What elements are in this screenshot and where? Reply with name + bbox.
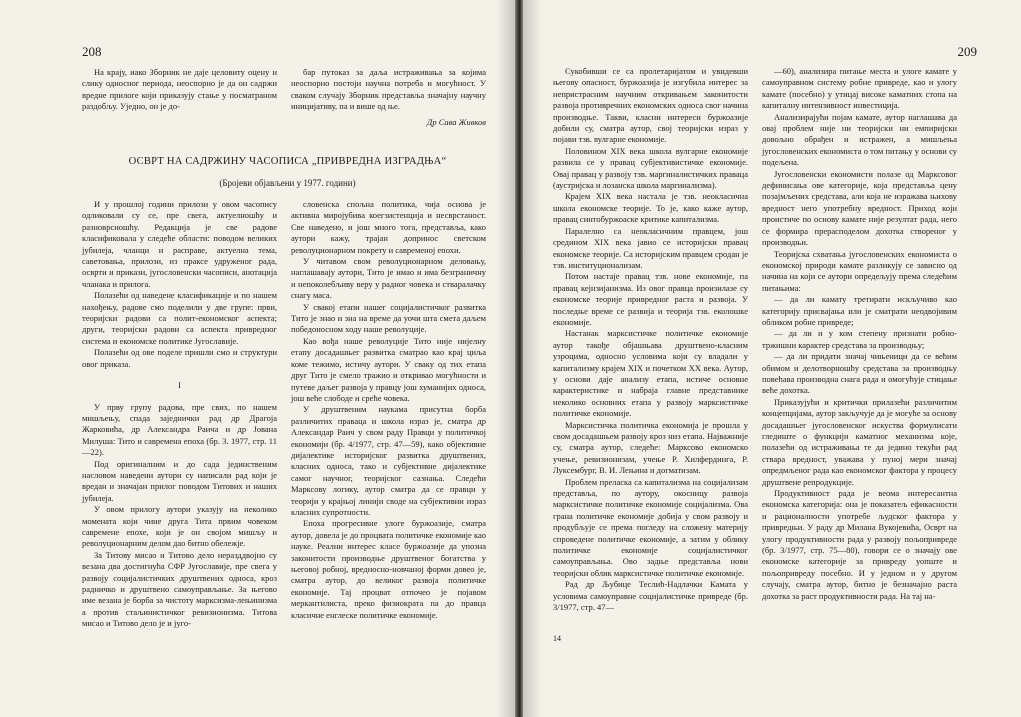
page-number: 208	[82, 44, 102, 59]
paragraph: У читавом свом револуционарном деловању, наглашавају аутори, Тито је имао и има безграничну и непоколебљиву веру у радног човека и стваралачку снагу маса.	[291, 256, 486, 301]
paragraph: словенска спољна политика, чија основа је активна миројубива коегзистенција и несврстаност. Све наведено, и још много тога, представља, како аутори кажу, трајан допринос светском револуционарном покрету и савременој епохи.	[291, 199, 486, 255]
section-number: I	[178, 380, 181, 391]
list-item: — да ли придати значај чињеници да се већим обимом и делотворношћу средстава за производњу повећава производна снага рада и омогућује стицање веће дохотка.	[762, 351, 957, 396]
paragraph: Потом настаје правац тзв. нове економије, па правац кејнзијанизма. Из овог правца произилазе су економске теорије привредног раста и развоја. У последње време се развија и теорија тзв. еколошке економије.	[553, 271, 748, 327]
paragraph: У свакој етапи нашег социјалистичког развитка Тито је знао и зна на време да уочи шта смета даљем победоносном ходу наше револуције.	[291, 301, 486, 335]
paragraph: У прву групу радова, пре свих, по нашем мишљењу, спада заједнички рад др Драгоја Жарковића, др Александра Раича и др Јована Милуша: Тито и савремена епоха (бр. 3. 1977, стр. 11—22).	[82, 401, 277, 458]
paragraph: Продуктивност рада је веома интересантна економска категорија: она је показатељ ефикасности и рационалности употребе људског фактора у привредњи. У раду др Милана Вукојевића, Осврт на улогу продуктивности рада у развоју пољопривреде (бр. 3/1977, стр. 75—80), говори се о значају ове економске категорије за привреду уопште и пољопривреду посебно. И у једном и у другом случају, сматра аутор, битно је безначајно раста дохотка за раст продуктивности рада. На тај на-	[762, 488, 957, 601]
paragraph: Југословенски економисти полазе од Марксовог дефинисања ове категорије, која представља цену позајмљених средстава, али која не изражава њихову вредност него употребну вредност. Приход који проистиче по основу камате није резултат рада, него се формира прерасподелом дохотка створеног у производњи.	[762, 168, 957, 248]
top-column-1	[82, 67, 277, 128]
paragraph: Рад др Љубице Теслић-Надлачки Камата у условима самоуправне социјалистичке привреде (бр. 3/1977, стр. 47—	[553, 579, 748, 613]
paragraph: Анализирајући појам камате, аутор наглашава да овај проблем није ни теоријски ни емпиријски довољно обрађен и истражен, а мишљења југословенских економиста о том питању у основи су подељена.	[762, 111, 957, 168]
paragraph: бар путоказ за даља истраживања за којима неоспорно постоји научна потреба и могућност. У сваком случају Зборник представља значајну научну иницијативу, па и више од ње.	[291, 67, 486, 112]
paragraph: Под оригиналним и до сада јединственим насловом наведени аутори су написали рад који је вредан и значајан прилог поводом Титових и наших јубилеја.	[82, 458, 277, 503]
paragraph: Као вођа наше револуције Тито није нијелну етапу досадашњег развитка сматрао као крај циља коме тежимо, истичу аутори. У сваку од тих етапа друг Тито је смело тражио и откривао могућности и путеве даљег развоја у правцу још хуманијих односа, још веће слободе и среће човека.	[291, 335, 486, 403]
article-subtitle: (Бројеви објављени у 1977. години)	[219, 178, 356, 188]
paragraph: Паралелно са неокласичним правцем, још средином XIX века јавио се историјски правац економске теорије. Са историјским правцем сродан је тзв. институционализам.	[553, 225, 748, 270]
paragraph: —60), анализира питање места и улоге камате у самоуправном систему робне привреде, као и улогу камате (посебно) у утицај високе каматних стопа на капиталну интензивност инвестиција.	[762, 66, 957, 111]
paragraph: Крајем XIX века настала је тзв. неокласична школа економске теорије. То је, како каже аутор, правац синтобуржоаске критике капитализма.	[553, 191, 748, 225]
paragraph: У друштвеним наукама присутна борба различитих праваца и школа израз је, сматра др Александар Раич у свом раду Правци у политичкој економији (бр. 4/1977, стр. 47—59), како објективне дијалектике историјског развитка друштвених, класних односа, тако и субјективне дијалектике самог научног, теоријског сазнања. Следећи Марксову логику, аутор сматра да се правци у теорији у крајњој линији своде на субјективни израз класних супротности.	[291, 404, 486, 517]
paragraph: Половином XIX века школа вулгарне економије развила се у правац субјективистичке економије. Овај правац у развоју тзв. маргиналистичких праваца (аустријска и лозанска школа маргинализма).	[553, 145, 748, 191]
list-item: — да ли и у ком степену признати робно-тржишни карактер средстава за производњу;	[762, 328, 957, 350]
top-column-2	[291, 67, 486, 128]
right-page	[523, 0, 1021, 717]
list-item: — да ли камату третирати искључиво као категорију присвајања или је сматрати неодвојивим обликом робне привреде;	[762, 294, 957, 327]
paragraph: Приказујући и критички прилазећи различитим концепцијама, аутор закључује да је могуће за основу досадашњег југословенског искуства формулисати гледиште о функцији каматног механизма које, полазећи од истраживања те да једино текући рад ствара вредност, уважава у пуној мери значај опредмљеног рада као економског фактора у процесу друштвене репродукције.	[762, 396, 957, 487]
page-shadow	[523, 0, 541, 717]
body-column-2	[762, 66, 957, 614]
paragraph: Епоха прогресивне улоге буржоазије, сматра аутор, довела је до процвата политичке економије као науке. Реални интерес класе буржоазије да упозна законитости производње друштвеног богатства у његовој робној, вредносно-новчаној форми довео је, сматра аутор, до великог развоја политичке економије. Тај процват отпочео је појавом меркантилиста, преко физиократа па до правца класичне енглеске политичке економије.	[291, 518, 486, 620]
paragraph: Сукобивши се са пролетаријатом и увидевши његову опасност, буржоазија је изгубила интерес за непристрасним научним откривањем законитости развоја противречних економских односа свог начина производње. Такви, класни интереси буржоазије добили су, сматра аутор, свој теоријски израз у појави тзв. вулгарне економије.	[553, 66, 749, 145]
paragraph: Теоријска схватања југословенских економиста о економској природи камате разликују се зависно од начина на који се аутори опредељују према следећим питањима:	[762, 248, 957, 293]
paragraph: Полазећи од ове поделе пришли смо и структури овог приказа.	[82, 347, 277, 369]
book-gutter	[515, 0, 523, 717]
page-number: 209	[957, 44, 977, 59]
footer-number: 14	[553, 634, 561, 643]
article-body	[82, 199, 486, 630]
article-body-continued	[553, 66, 957, 614]
author-signature: Др Сава Живков	[426, 116, 486, 127]
paragraph: И у прошлој години прилози у овом часопису одликовали су се, пре свега, актуелношћу и разноврсношћу. Редакција је све радове класификовала у следеће области: поводом великих јубилеја, чланци и расправе, актуелна тема, саветовања, прилози, из праксе удруженог рада, осврти и прикази, југословенски часописи, анотација чланака и прилога.	[82, 199, 277, 289]
paragraph: Настанак марксистичке политичке економије аутор такође објашњава друштвено-класним узроцима, односно условима који су владали у капитализму крајем XIX и почетком XX века. Аутор, у основи даје анализу етапа, истиче основне карактеристике и набраја главне представнике неколико основних етапа у развоју марксистичке политичке економије.	[553, 328, 748, 419]
body-column-1	[553, 66, 748, 614]
paragraph: Полазећи од наведене класификације и по нашем нахођењу, радове смо поделили у две групе: први, теоријски радови са полит-економског аспекта; други, теоријски радови са аспекта привредног система и економске политике Југославије.	[82, 290, 277, 346]
body-column-1	[82, 199, 277, 630]
paragraph: За Титову мисао и Титово дело неразддвојно су везана два достигнућа СФР Југославије, пре свега у развоју социјалистичких друштвених односа, кроз радничко и друштвено самоуправљање. За његово име везана је борба за чистоту марксизма-лењинизма а против стаљинистичког ревизионизма. Титова мисао и Титово дело је и југо-	[82, 549, 277, 629]
paragraph: У овом прилогу аутори указују на неколико момената који чине друга Тита првим човеком савремене епохе, који је он својом мишљу и револуционарним делом дао битно обележје.	[82, 504, 277, 549]
review-ending	[82, 67, 486, 128]
paragraph: На крају, иако Зборник не даје целовиту оцену и слику односног периода, неоспорно је да он садржи вредне прилоге који приказују стање у посматраном раздобљу. Уједно, он је до-	[82, 67, 277, 112]
paragraph: Марксистичка политичка економија је прошла у свом досадашњем развоју кроз низ етапа. Најважније су, сматра аутор, следеће: Марксово економско учење, ревизионизам, учење Р. Хилфердинга, Р. Луксембург, В. И. Лењина и догматизам.	[553, 419, 748, 476]
body-column-2	[291, 199, 486, 630]
paragraph: Проблем преласка са капитализма на социјализам представља, по аутору, окосницу развоја марксистичке политичке економије социјализма. Ова грана политичке економије добија у свом развоју и продубљује се према погледу на сложену материју спроведене политичке економије, а затим у облику политичке економије социјалистичког самоуправљања. Ово задње представља нови теоријски облик марксистичке политичке економије.	[553, 476, 748, 578]
page-shadow	[497, 0, 515, 717]
article-title: ОСВРТ НА САДРЖИНУ ЧАСОПИСА „ПРИВРЕДНА ИЗГРАДЊА“	[128, 156, 447, 167]
